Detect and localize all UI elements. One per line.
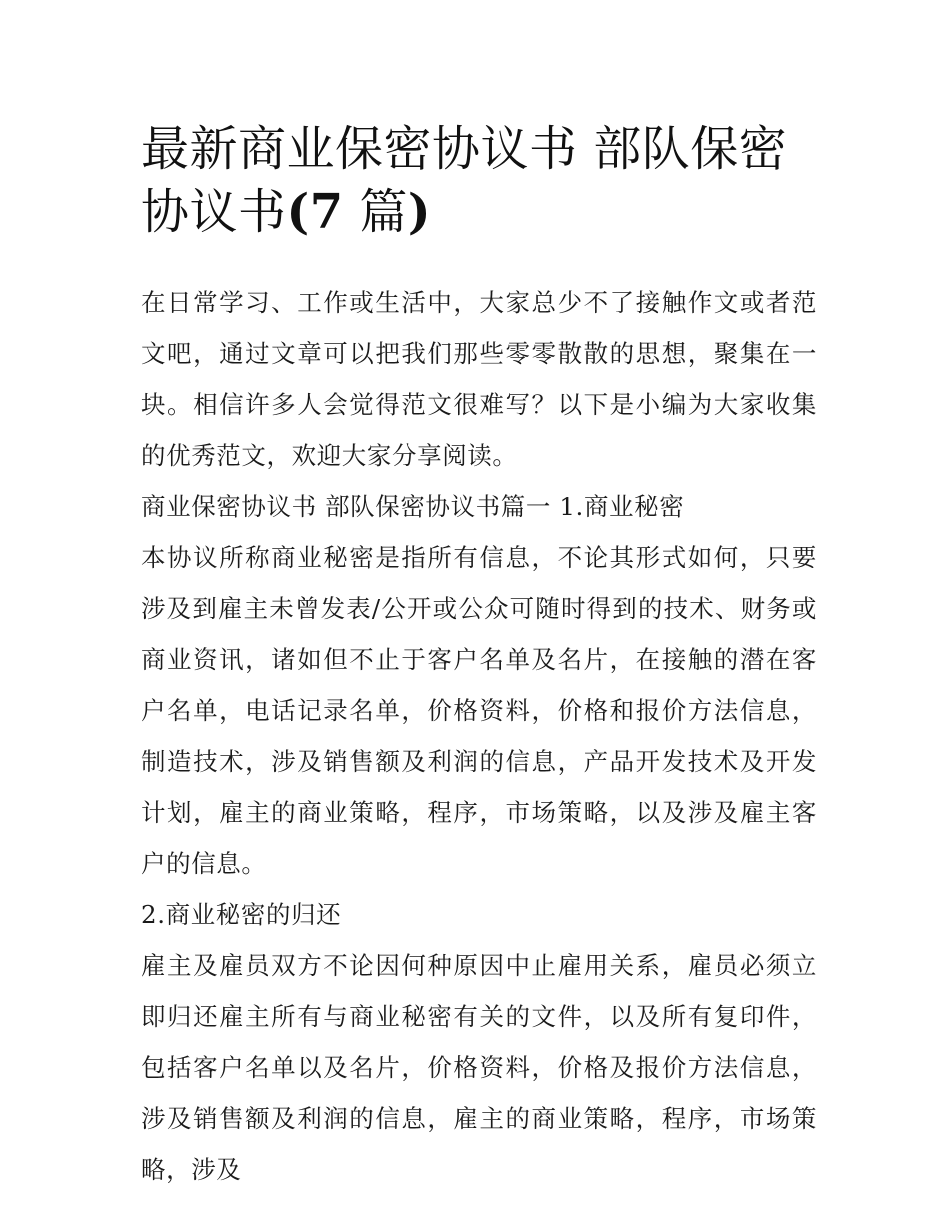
trade-secret-return-paragraph: 雇主及雇员双方不论因何种原因中止雇用关系，雇员必须立即归还雇主所有与商业秘密有关的文件，以及所有复印件，包括客户名单以及名片，价格资料，价格及报价方法信息，涉及销售额及利润的信息，雇主的商业策略，程序，市场策略，涉及 [141,951,817,1184]
intro-paragraph: 在日常学习、工作或生活中，大家总少不了接触作文或者范文吧，通过文章可以把我们那些零零散散的思想，聚集在一块。相信许多人会觉得范文很难写？以下是小编为大家收集的优秀范文，欢迎大家分享阅读。 [141,288,817,470]
section-heading-1: 商业保密协议书 部队保密协议书篇一 1.商业秘密 [141,492,685,521]
document-body [141,277,817,1195]
title-count-word: 篇 [343,184,408,240]
section-heading-2: 2.商业秘密的归还 [141,900,342,929]
title-paren-close: ) [407,184,432,240]
document-title [141,118,821,244]
title-paren-open: (7 [286,184,344,240]
title-main-text: 最新商业保密协议书 部队保密协议书 [141,121,788,240]
trade-secret-definition-paragraph: 本协议所称商业秘密是指所有信息，不论其形式如何，只要涉及到雇主未曾发表/公开或公众可随时得到的技术、财务或商业资讯，诸如但不止于客户名单及名片，在接触的潜在客户名单，电话记录名单，价格资料，价格和报价方法信息，制造技术，涉及销售额及利润的信息，产品开发技术及开发计划，雇主的商业策略，程序，市场策略，以及涉及雇主客户的信息。 [141,543,817,878]
